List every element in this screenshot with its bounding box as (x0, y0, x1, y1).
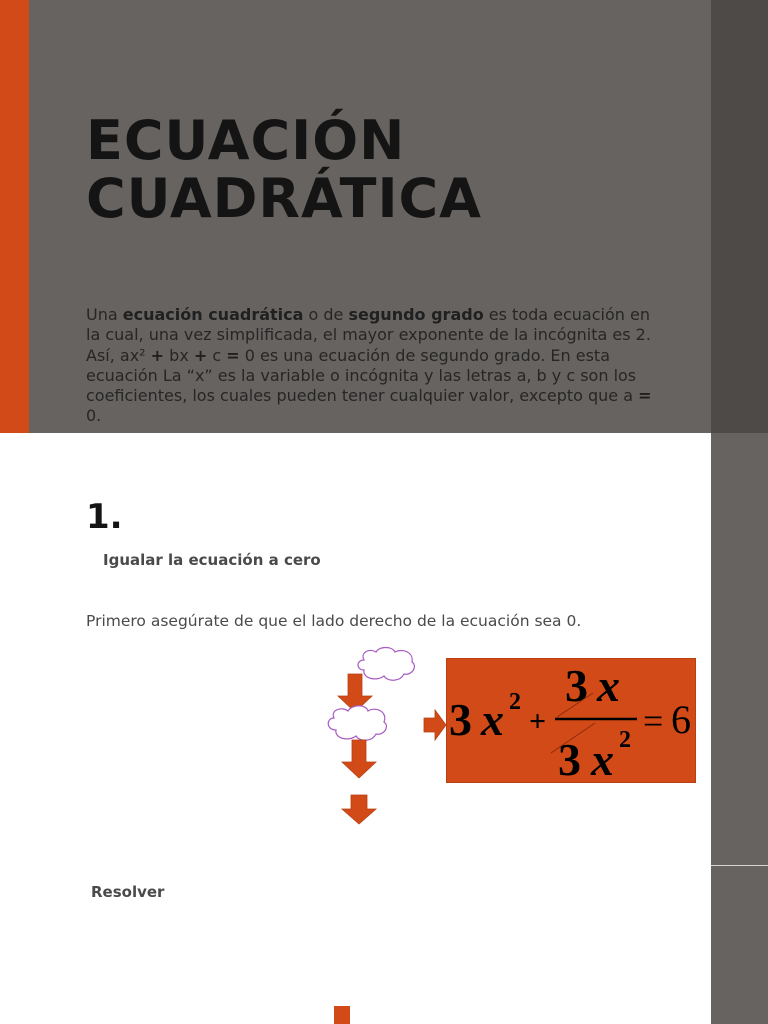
intro-paragraph: Una ecuación cuadrática o de segundo grado es toda ecuación en la cual, una vez simplificada, el mayor exponente de la incógnita es 2. Así, ax² + bx + c = 0 es una ecuación de segundo grado. En esta ecuación La “x” es la variable o incógnita y las letras a, b y c son los coeficientes, los cuales pueden tener cualquier valor, excepto que a = 0. (86, 305, 652, 426)
arrow-stub (334, 1006, 350, 1024)
cloud-icon (358, 648, 414, 681)
eq-term1-exp: 2 (509, 689, 521, 715)
down-arrow-icon (342, 740, 376, 778)
eq-num-var: x (597, 660, 620, 711)
equation (447, 659, 697, 784)
eq-rhs: 6 (671, 697, 691, 742)
eq-plus: + (529, 705, 547, 738)
eq-term1-coef: 3 (449, 694, 472, 745)
cloud-icon (328, 706, 386, 741)
right-strip (711, 0, 768, 433)
eq-den-exp: 2 (619, 727, 631, 753)
slide-title (86, 109, 686, 230)
equation-box (446, 658, 696, 783)
resolver-label: Resolver (91, 883, 165, 901)
step-number: 1. (86, 497, 123, 537)
right-strip (711, 433, 768, 865)
accent-bar (0, 0, 29, 433)
step-description: Primero asegúrate de que el lado derecho de la ecuación sea 0. (86, 612, 582, 630)
term-segundo-grado: segundo grado (348, 305, 484, 324)
step-subtitle: Igualar la ecuación a cero (103, 551, 321, 569)
right-strip (711, 866, 768, 1024)
title-line-2: CUADRÁTICA (86, 167, 482, 230)
eq-den-var: x (591, 734, 614, 784)
eq-den-coef: 3 (558, 734, 581, 784)
title-line-1: ECUACIÓN (86, 109, 406, 172)
eq-num-coef: 3 (565, 660, 588, 711)
flow-diagram (320, 640, 420, 840)
right-arrow-icon (423, 708, 447, 742)
down-arrow-icon (342, 795, 376, 824)
eq-equals: = (643, 701, 664, 741)
term-ecuacion-cuadratica: ecuación cuadrática (122, 305, 304, 324)
eq-term1-var: x (481, 694, 504, 745)
